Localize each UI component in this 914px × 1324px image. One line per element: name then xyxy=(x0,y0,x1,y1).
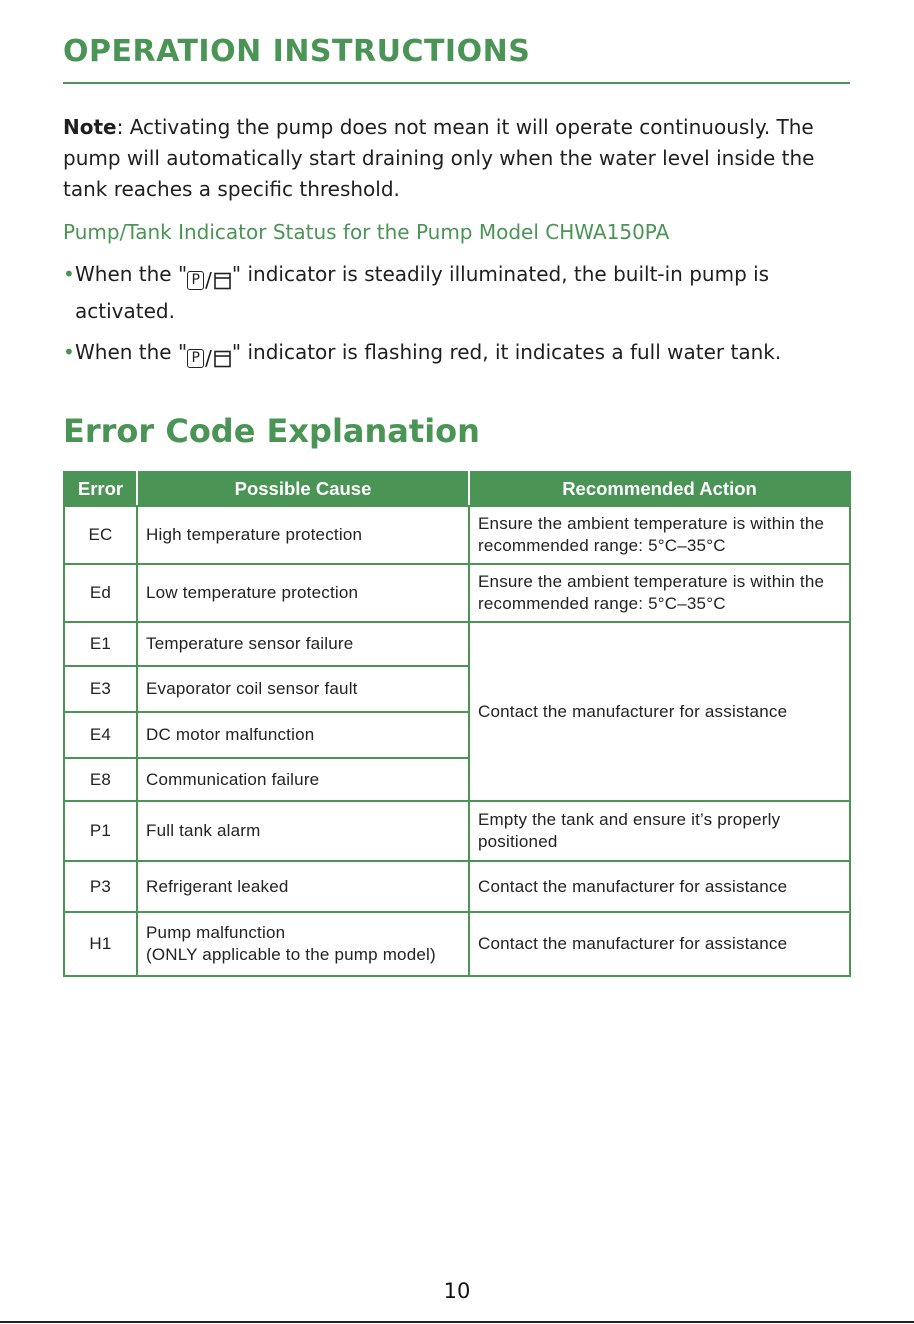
error-code: EC xyxy=(64,506,137,564)
pump-tank-indicator xyxy=(187,343,232,374)
possible-cause: Refrigerant leaked xyxy=(137,861,469,912)
page-number: 10 xyxy=(443,1279,471,1303)
recommended-action: Contact the manufacturer for assistance xyxy=(469,622,850,801)
indicator-slash: / xyxy=(205,268,212,292)
error-code-table xyxy=(63,471,851,977)
table-row xyxy=(64,912,850,976)
tank-icon xyxy=(213,349,232,368)
error-code: H1 xyxy=(64,912,137,976)
recommended-action: Empty the tank and ensure it’s properly positioned xyxy=(469,801,850,861)
possible-cause-main: Pump malfunction xyxy=(146,923,286,942)
indicator-slash: / xyxy=(205,346,212,370)
table-row xyxy=(64,861,850,912)
error-code: P1 xyxy=(64,801,137,861)
note-text: : Activating the pump does not mean it will operate continuously. The pump will automatically start draining only when the water level inside the tank reaches a specific threshold. xyxy=(63,115,815,201)
error-code: E1 xyxy=(64,622,137,666)
possible-cause: Full tank alarm xyxy=(137,801,469,861)
note-label: Note xyxy=(63,115,117,139)
title-divider xyxy=(63,82,850,84)
recommended-action: Ensure the ambient temperature is within the recommended range: 5°C–35°C xyxy=(469,564,850,622)
error-code: E8 xyxy=(64,758,137,801)
recommended-action: Contact the manufacturer for assistance xyxy=(469,861,850,912)
note-paragraph xyxy=(63,112,863,205)
table-header-row xyxy=(64,472,850,506)
possible-cause: DC motor malfunction xyxy=(137,712,469,758)
possible-cause: Communication failure xyxy=(137,758,469,801)
possible-cause: Evaporator coil sensor fault xyxy=(137,666,469,712)
error-code: Ed xyxy=(64,564,137,622)
page-title: OPERATION INSTRUCTIONS xyxy=(63,34,531,69)
possible-cause: Low temperature protection xyxy=(137,564,469,622)
bullet-prefix: When the " xyxy=(75,262,188,286)
table-row xyxy=(64,622,850,666)
bullet-dot: • xyxy=(63,262,75,286)
pump-icon: P xyxy=(187,271,204,290)
table-row xyxy=(64,564,850,622)
possible-cause: High temperature protection xyxy=(137,506,469,564)
indicator-subheading: Pump/Tank Indicator Status for the Pump Model CHWA150PA xyxy=(63,220,670,244)
bullet-item xyxy=(63,259,845,327)
header-possible-cause: Possible Cause xyxy=(137,472,469,506)
table-row xyxy=(64,801,850,861)
bottom-divider xyxy=(0,1321,914,1323)
pump-icon: P xyxy=(187,349,204,368)
recommended-action: Ensure the ambient temperature is within the recommended range: 5°C–35°C xyxy=(469,506,850,564)
bullet-prefix: When the " xyxy=(75,340,188,364)
bullet-suffix: " indicator is steadily illuminated, the built-in pump is activated. xyxy=(75,262,770,323)
header-error: Error xyxy=(64,472,137,506)
possible-cause-note: (ONLY applicable to the pump model) xyxy=(146,945,436,964)
pump-tank-indicator xyxy=(187,265,232,296)
error-code: E3 xyxy=(64,666,137,712)
table-row xyxy=(64,506,850,564)
possible-cause: Temperature sensor failure xyxy=(137,622,469,666)
header-recommended-action: Recommended Action xyxy=(469,472,850,506)
bullet-item xyxy=(63,337,845,374)
recommended-action: Contact the manufacturer for assistance xyxy=(469,912,850,976)
possible-cause xyxy=(137,912,469,976)
error-code: P3 xyxy=(64,861,137,912)
error-code: E4 xyxy=(64,712,137,758)
tank-icon xyxy=(213,271,232,290)
bullet-dot: • xyxy=(63,340,75,364)
section-title: Error Code Explanation xyxy=(63,412,480,450)
bullet-suffix: " indicator is flashing red, it indicates a full water tank. xyxy=(231,340,782,364)
